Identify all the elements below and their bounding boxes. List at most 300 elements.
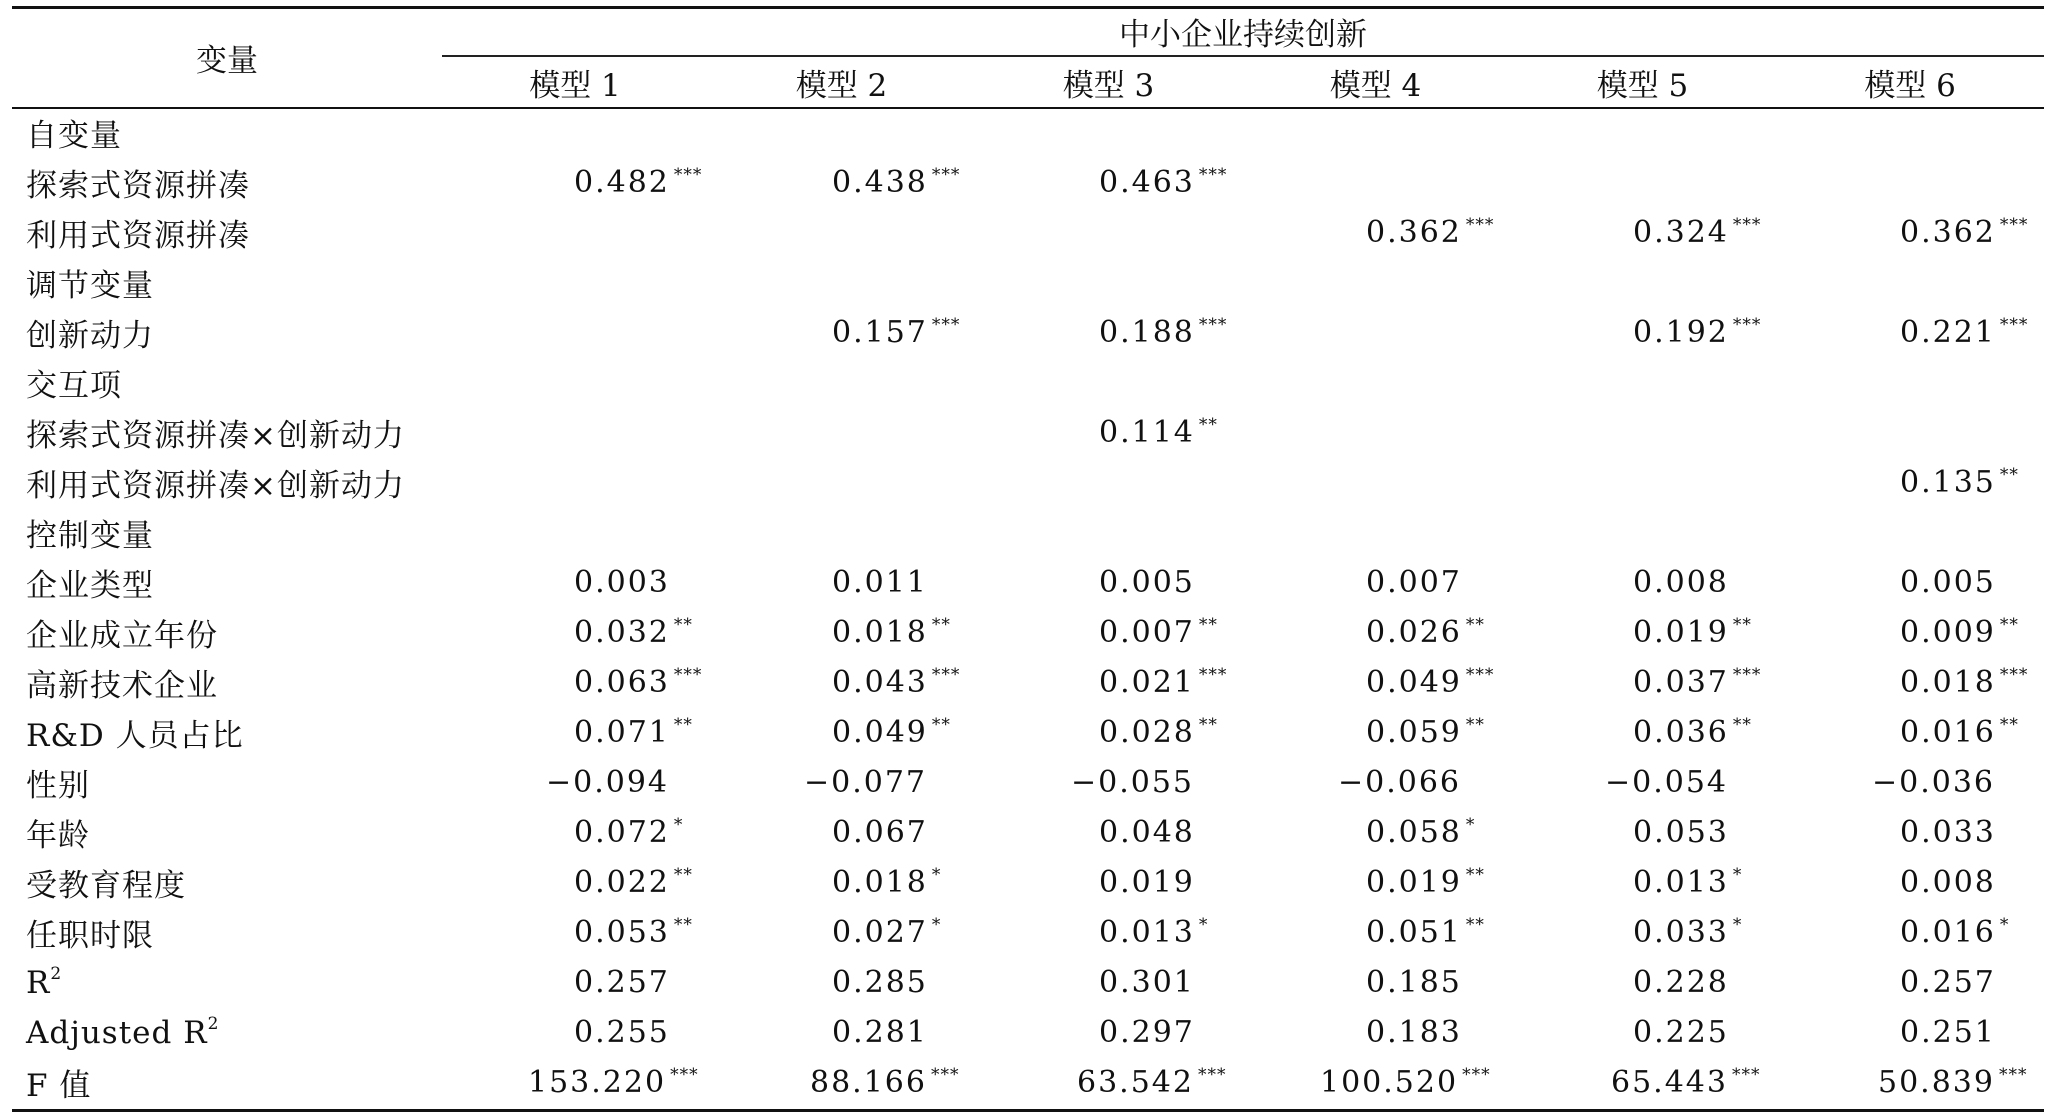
significance-stars: *** bbox=[673, 664, 703, 685]
table-row bbox=[12, 1057, 2044, 1107]
coefficient-value: 0.221 bbox=[1900, 314, 1996, 350]
value-cell bbox=[1509, 407, 1776, 457]
table-row bbox=[12, 707, 2044, 757]
value-cell bbox=[442, 257, 708, 307]
value-cell bbox=[1242, 707, 1509, 757]
section-label bbox=[12, 257, 442, 307]
model-header: 模型 1 bbox=[529, 67, 621, 104]
coefficient-value: 0.482 bbox=[574, 164, 670, 200]
coefficient-value: 0.053 bbox=[1633, 814, 1729, 850]
significance-stars: *** bbox=[1465, 214, 1495, 235]
value-cell bbox=[1776, 207, 2044, 257]
value-cell bbox=[1776, 157, 2044, 207]
value-cell bbox=[975, 807, 1242, 857]
significance-stars: ** bbox=[1198, 714, 1218, 735]
value-cell bbox=[1776, 957, 2044, 1007]
row-label-text: 探索式资源拼凑 bbox=[26, 167, 250, 204]
value-cell bbox=[1242, 957, 1509, 1007]
table-row bbox=[12, 407, 2044, 457]
value-cell bbox=[1509, 657, 1776, 707]
value-cell bbox=[708, 807, 975, 857]
coefficient-value: 0.257 bbox=[1900, 964, 1996, 1000]
value-cell bbox=[975, 507, 1242, 557]
value-cell bbox=[1776, 307, 2044, 357]
value-cell bbox=[442, 407, 708, 457]
coefficient-value: 0.157 bbox=[832, 314, 928, 350]
value-cell bbox=[975, 557, 1242, 607]
coefficient-value: 0.063 bbox=[574, 664, 670, 700]
row-label bbox=[12, 957, 442, 1007]
table-row bbox=[12, 157, 2044, 207]
coefficient-value: 0.005 bbox=[1099, 564, 1195, 600]
row-label bbox=[12, 407, 442, 457]
table-row bbox=[12, 657, 2044, 707]
row-label-text: 控制变量 bbox=[26, 517, 154, 554]
row-label bbox=[12, 157, 442, 207]
significance-stars: ** bbox=[1465, 914, 1485, 935]
significance-stars: * bbox=[673, 814, 684, 835]
row-label bbox=[12, 807, 442, 857]
value-cell bbox=[708, 657, 975, 707]
row-label-text: 利用式资源拼凑×创新动力 bbox=[26, 467, 405, 504]
significance-stars: ** bbox=[1732, 714, 1752, 735]
significance-stars: * bbox=[1465, 814, 1476, 835]
coefficient-value: 0.019 bbox=[1366, 864, 1462, 900]
value-cell bbox=[1509, 307, 1776, 357]
significance-stars: *** bbox=[1732, 314, 1762, 335]
row-label-text: 探索式资源拼凑×创新动力 bbox=[26, 417, 405, 454]
value-cell bbox=[1776, 857, 2044, 907]
model-header: 模型 4 bbox=[1329, 67, 1422, 104]
coefficient-value: 0.021 bbox=[1099, 664, 1195, 700]
value-cell bbox=[442, 1057, 708, 1107]
row-label-text: 交互项 bbox=[26, 367, 122, 404]
coefficient-value: 0.043 bbox=[832, 664, 928, 700]
value-cell bbox=[975, 207, 1242, 257]
coefficient-value: 0.007 bbox=[1366, 564, 1462, 600]
coefficient-value: 0.013 bbox=[1099, 914, 1195, 950]
significance-stars: ** bbox=[673, 914, 693, 935]
table-row bbox=[12, 207, 2044, 257]
value-cell bbox=[1242, 107, 1509, 157]
value-cell bbox=[1509, 857, 1776, 907]
coefficient-value: 0.049 bbox=[1366, 664, 1462, 700]
value-cell bbox=[442, 757, 708, 807]
coefficient-value: −0.066 bbox=[1338, 764, 1462, 800]
table-row bbox=[12, 957, 2044, 1007]
coefficient-value: 0.067 bbox=[832, 814, 928, 850]
value-cell bbox=[442, 907, 708, 957]
value-cell bbox=[708, 757, 975, 807]
coefficient-value: 0.324 bbox=[1633, 214, 1729, 250]
significance-stars: ** bbox=[1999, 464, 2019, 485]
significance-stars: *** bbox=[1465, 664, 1495, 685]
value-cell bbox=[1509, 207, 1776, 257]
coefficient-value: 0.053 bbox=[574, 914, 670, 950]
section-row bbox=[12, 107, 2044, 157]
coefficient-value: 0.188 bbox=[1099, 314, 1195, 350]
value-cell bbox=[708, 557, 975, 607]
coefficient-value: 0.027 bbox=[832, 914, 928, 950]
value-cell bbox=[1509, 757, 1776, 807]
value-cell bbox=[442, 507, 708, 557]
significance-stars: *** bbox=[1198, 164, 1228, 185]
significance-stars: *** bbox=[1732, 214, 1762, 235]
row-label bbox=[12, 857, 442, 907]
coefficient-value: 0.033 bbox=[1900, 814, 1996, 850]
significance-stars: ** bbox=[931, 714, 951, 735]
coefficient-value: 63.542 bbox=[1077, 1064, 1194, 1100]
significance-stars: *** bbox=[1731, 1064, 1761, 1085]
variable-header: 变量 bbox=[196, 43, 258, 79]
value-cell bbox=[708, 407, 975, 457]
value-cell bbox=[1776, 1057, 2044, 1107]
value-cell bbox=[1776, 257, 2044, 307]
value-cell bbox=[1509, 157, 1776, 207]
value-cell bbox=[975, 657, 1242, 707]
row-label-text: R bbox=[26, 964, 51, 1001]
model-header: 模型 3 bbox=[1062, 67, 1155, 104]
coefficient-value: −0.054 bbox=[1605, 764, 1729, 800]
coefficient-value: 0.019 bbox=[1099, 864, 1195, 900]
coefficient-value: 0.301 bbox=[1099, 964, 1195, 1000]
value-cell bbox=[1509, 957, 1776, 1007]
value-cell bbox=[975, 407, 1242, 457]
value-cell bbox=[708, 257, 975, 307]
coefficient-value: 0.228 bbox=[1633, 964, 1729, 1000]
coefficient-value: 65.443 bbox=[1611, 1064, 1728, 1100]
value-cell bbox=[442, 457, 708, 507]
coefficient-value: 0.032 bbox=[574, 614, 670, 650]
value-cell bbox=[975, 907, 1242, 957]
significance-stars: * bbox=[1732, 864, 1743, 885]
value-cell bbox=[1509, 107, 1776, 157]
coefficient-value: 0.114 bbox=[1099, 414, 1195, 450]
table-row bbox=[12, 1007, 2044, 1057]
significance-stars: *** bbox=[931, 664, 961, 685]
value-cell bbox=[1242, 857, 1509, 907]
value-cell bbox=[1776, 807, 2044, 857]
value-cell bbox=[1776, 707, 2044, 757]
coefficient-value: −0.077 bbox=[804, 764, 928, 800]
value-cell bbox=[442, 1007, 708, 1057]
value-cell bbox=[708, 107, 975, 157]
value-cell bbox=[1242, 457, 1509, 507]
value-cell bbox=[1776, 907, 2044, 957]
value-cell bbox=[1242, 207, 1509, 257]
value-cell bbox=[708, 957, 975, 1007]
significance-stars: ** bbox=[673, 614, 693, 635]
value-cell bbox=[1242, 307, 1509, 357]
coefficient-value: 0.037 bbox=[1633, 664, 1729, 700]
table-bottom-rule bbox=[12, 1109, 2044, 1112]
coefficient-value: 0.018 bbox=[832, 614, 928, 650]
row-label-text: F 值 bbox=[26, 1067, 92, 1104]
model-header: 模型 6 bbox=[1864, 67, 1956, 104]
value-cell bbox=[708, 607, 975, 657]
table-row bbox=[12, 457, 2044, 507]
value-cell bbox=[708, 457, 975, 507]
coefficient-value: −0.055 bbox=[1071, 764, 1195, 800]
significance-stars: ** bbox=[1198, 414, 1218, 435]
significance-stars: ** bbox=[673, 864, 693, 885]
coefficient-value: 0.281 bbox=[832, 1014, 928, 1050]
coefficient-value: 100.520 bbox=[1320, 1064, 1459, 1100]
section-row bbox=[12, 507, 2044, 557]
value-cell bbox=[708, 1057, 975, 1107]
value-cell bbox=[1242, 757, 1509, 807]
value-cell bbox=[1776, 657, 2044, 707]
significance-stars: *** bbox=[1198, 314, 1228, 335]
significance-stars: *** bbox=[1197, 1064, 1227, 1085]
regression-results-table bbox=[12, 8, 2044, 1107]
value-cell bbox=[708, 207, 975, 257]
value-cell bbox=[1242, 657, 1509, 707]
significance-stars: ** bbox=[673, 714, 693, 735]
row-label bbox=[12, 757, 442, 807]
significance-stars: *** bbox=[673, 164, 703, 185]
coefficient-value: 0.362 bbox=[1366, 214, 1462, 250]
coefficient-value: 0.362 bbox=[1900, 214, 1996, 250]
value-cell bbox=[1242, 507, 1509, 557]
table-row bbox=[12, 607, 2044, 657]
significance-stars: *** bbox=[670, 1064, 699, 1085]
row-label-text: 企业类型 bbox=[26, 567, 154, 604]
section-row bbox=[12, 357, 2044, 407]
significance-stars: * bbox=[931, 864, 942, 885]
value-cell bbox=[1509, 607, 1776, 657]
significance-stars: ** bbox=[1732, 614, 1752, 635]
value-cell bbox=[975, 1007, 1242, 1057]
row-label bbox=[12, 1007, 442, 1057]
value-cell bbox=[1509, 457, 1776, 507]
coefficient-value: 0.019 bbox=[1633, 614, 1729, 650]
value-cell bbox=[442, 207, 708, 257]
coefficient-value: 88.166 bbox=[810, 1064, 927, 1100]
row-label-text: 利用式资源拼凑 bbox=[26, 217, 250, 254]
value-cell bbox=[708, 307, 975, 357]
coefficient-value: 0.022 bbox=[574, 864, 670, 900]
value-cell bbox=[1242, 157, 1509, 207]
value-cell bbox=[708, 857, 975, 907]
value-cell bbox=[975, 607, 1242, 657]
value-cell bbox=[1776, 607, 2044, 657]
value-cell bbox=[442, 957, 708, 1007]
coefficient-value: 0.285 bbox=[832, 964, 928, 1000]
coefficient-value: −0.036 bbox=[1872, 764, 1996, 800]
table-row bbox=[12, 557, 2044, 607]
table-header bbox=[12, 8, 2044, 107]
value-cell bbox=[442, 657, 708, 707]
coefficient-value: 0.049 bbox=[832, 714, 928, 750]
row-label bbox=[12, 307, 442, 357]
value-cell bbox=[442, 857, 708, 907]
value-cell bbox=[1242, 807, 1509, 857]
significance-stars: *** bbox=[930, 1064, 960, 1085]
value-cell bbox=[975, 857, 1242, 907]
significance-stars: *** bbox=[1999, 214, 2029, 235]
value-cell bbox=[1509, 357, 1776, 407]
row-label-text: 自变量 bbox=[26, 117, 122, 154]
value-cell bbox=[442, 107, 708, 157]
value-cell bbox=[442, 807, 708, 857]
coefficient-value: 0.033 bbox=[1633, 914, 1729, 950]
value-cell bbox=[975, 757, 1242, 807]
coefficient-value: 0.071 bbox=[574, 714, 670, 750]
value-cell bbox=[1776, 1007, 2044, 1057]
row-label-text: 高新技术企业 bbox=[26, 667, 218, 704]
row-label-text: 创新动力 bbox=[26, 317, 154, 354]
coefficient-value: 0.005 bbox=[1900, 564, 1996, 600]
value-cell bbox=[1242, 1057, 1509, 1107]
coefficient-value: 0.018 bbox=[832, 864, 928, 900]
row-label-text: 调节变量 bbox=[26, 267, 154, 304]
significance-stars: *** bbox=[931, 314, 961, 335]
value-cell bbox=[708, 507, 975, 557]
significance-stars: ** bbox=[1465, 864, 1485, 885]
value-cell bbox=[708, 907, 975, 957]
value-cell bbox=[975, 307, 1242, 357]
significance-stars: *** bbox=[1998, 1064, 2028, 1085]
coefficient-value: 0.003 bbox=[574, 564, 670, 600]
section-label bbox=[12, 357, 442, 407]
model-header: 模型 5 bbox=[1596, 67, 1689, 104]
coefficient-value: 0.013 bbox=[1633, 864, 1729, 900]
row-label-text: Adjusted R bbox=[26, 1014, 208, 1051]
coefficient-value: 0.059 bbox=[1366, 714, 1462, 750]
value-cell bbox=[1776, 457, 2044, 507]
significance-stars: ** bbox=[1465, 614, 1485, 635]
significance-stars: * bbox=[1999, 914, 2010, 935]
value-cell bbox=[442, 707, 708, 757]
coefficient-value: 0.255 bbox=[574, 1014, 670, 1050]
value-cell bbox=[1242, 607, 1509, 657]
significance-stars: *** bbox=[1198, 664, 1228, 685]
coefficient-value: 0.011 bbox=[832, 564, 928, 600]
table-row bbox=[12, 857, 2044, 907]
value-cell bbox=[1242, 257, 1509, 307]
value-cell bbox=[1509, 907, 1776, 957]
significance-stars: *** bbox=[1462, 1064, 1491, 1085]
value-cell bbox=[442, 307, 708, 357]
value-cell bbox=[1776, 557, 2044, 607]
section-row bbox=[12, 257, 2044, 307]
row-label-text: 年龄 bbox=[26, 817, 90, 854]
value-cell bbox=[1776, 507, 2044, 557]
coefficient-value: 0.036 bbox=[1633, 714, 1729, 750]
value-cell bbox=[975, 1057, 1242, 1107]
row-label-text: R&D 人员占比 bbox=[26, 717, 244, 754]
row-label-text: 受教育程度 bbox=[26, 867, 186, 904]
section-label bbox=[12, 107, 442, 157]
header-bottom-rule bbox=[12, 107, 2044, 109]
coefficient-value: 0.018 bbox=[1900, 664, 1996, 700]
coefficient-value: 0.297 bbox=[1099, 1014, 1195, 1050]
value-cell bbox=[1242, 407, 1509, 457]
value-cell bbox=[975, 957, 1242, 1007]
coefficient-value: 0.225 bbox=[1633, 1014, 1729, 1050]
value-cell bbox=[1242, 557, 1509, 607]
row-label bbox=[12, 607, 442, 657]
significance-stars: *** bbox=[1999, 664, 2029, 685]
coefficient-value: 0.185 bbox=[1366, 964, 1462, 1000]
coefficient-value: 0.007 bbox=[1099, 614, 1195, 650]
value-cell bbox=[975, 157, 1242, 207]
model-header: 模型 2 bbox=[795, 67, 888, 104]
coefficient-value: 0.135 bbox=[1900, 464, 1996, 500]
significance-stars: ** bbox=[1198, 614, 1218, 635]
value-cell bbox=[442, 557, 708, 607]
value-cell bbox=[1509, 557, 1776, 607]
coefficient-value: 0.008 bbox=[1900, 864, 1996, 900]
value-cell bbox=[975, 357, 1242, 407]
significance-stars: ** bbox=[931, 614, 951, 635]
value-cell bbox=[1776, 107, 2044, 157]
coefficient-value: 0.058 bbox=[1366, 814, 1462, 850]
coefficient-value: 0.192 bbox=[1633, 314, 1729, 350]
coefficient-value: 50.839 bbox=[1878, 1064, 1995, 1100]
table-row bbox=[12, 757, 2044, 807]
coefficient-value: 0.048 bbox=[1099, 814, 1195, 850]
significance-stars: ** bbox=[1999, 614, 2019, 635]
coefficient-value: 0.028 bbox=[1099, 714, 1195, 750]
value-cell bbox=[708, 357, 975, 407]
value-cell bbox=[975, 257, 1242, 307]
table-row bbox=[12, 907, 2044, 957]
value-cell bbox=[708, 707, 975, 757]
value-cell bbox=[1509, 507, 1776, 557]
value-cell bbox=[1509, 1057, 1776, 1107]
table-body bbox=[12, 107, 2044, 1107]
coefficient-value: 0.016 bbox=[1900, 714, 1996, 750]
value-cell bbox=[1242, 907, 1509, 957]
value-cell bbox=[1776, 757, 2044, 807]
value-cell bbox=[442, 607, 708, 657]
significance-stars: * bbox=[931, 914, 942, 935]
significance-stars: *** bbox=[1732, 664, 1762, 685]
table-row bbox=[12, 807, 2044, 857]
value-cell bbox=[708, 157, 975, 207]
value-cell bbox=[1509, 257, 1776, 307]
row-label bbox=[12, 707, 442, 757]
value-cell bbox=[1509, 707, 1776, 757]
row-label bbox=[12, 1057, 442, 1107]
significance-stars: * bbox=[1732, 914, 1743, 935]
row-label bbox=[12, 657, 442, 707]
value-cell bbox=[708, 1007, 975, 1057]
coefficient-value: 0.183 bbox=[1366, 1014, 1462, 1050]
coefficient-value: 0.438 bbox=[832, 164, 928, 200]
value-cell bbox=[1776, 407, 2044, 457]
row-label bbox=[12, 457, 442, 507]
coefficient-value: 0.008 bbox=[1633, 564, 1729, 600]
coefficient-value: 153.220 bbox=[528, 1064, 667, 1100]
row-label bbox=[12, 207, 442, 257]
value-cell bbox=[442, 157, 708, 207]
significance-stars: ** bbox=[1999, 714, 2019, 735]
row-label-text: 性别 bbox=[26, 767, 90, 804]
table-row bbox=[12, 307, 2044, 357]
coefficient-value: 0.051 bbox=[1366, 914, 1462, 950]
value-cell bbox=[1242, 357, 1509, 407]
row-label-text: 任职时限 bbox=[26, 917, 154, 954]
value-cell bbox=[1509, 1007, 1776, 1057]
coefficient-value: 0.009 bbox=[1900, 614, 1996, 650]
dependent-variable-header: 中小企业持续创新 bbox=[442, 8, 2044, 56]
section-label bbox=[12, 507, 442, 557]
coefficient-value: 0.257 bbox=[574, 964, 670, 1000]
value-cell bbox=[1776, 357, 2044, 407]
